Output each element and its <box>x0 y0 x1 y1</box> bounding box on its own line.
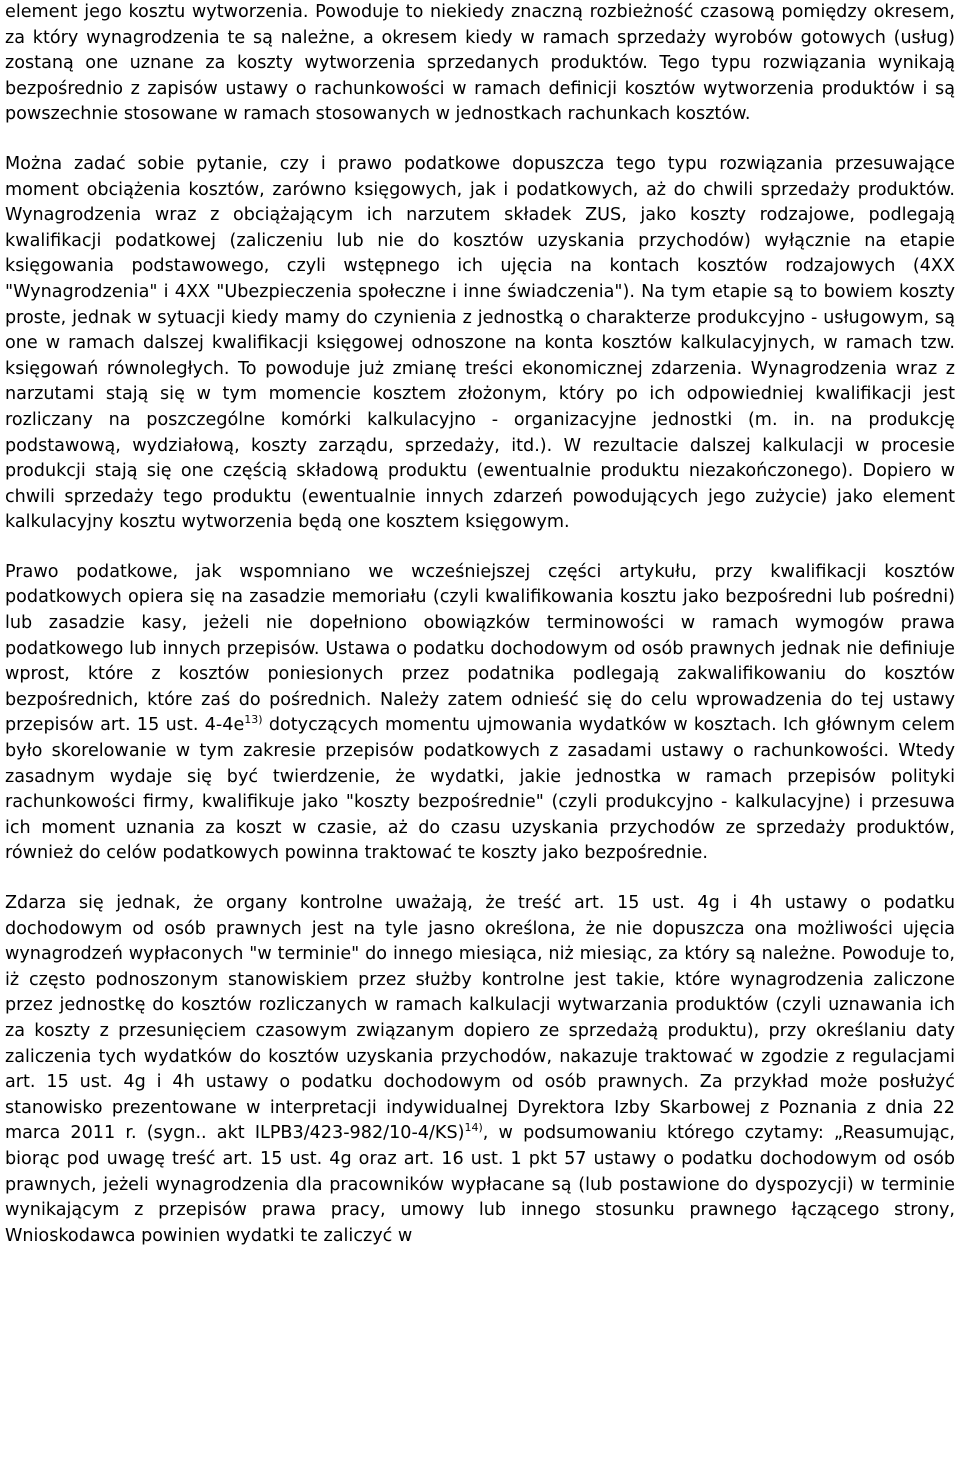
paragraph-3 <box>5 560 955 867</box>
footnote-ref-13: 13) <box>244 713 263 727</box>
paragraph-3-text-b: dotyczących momentu ujmowania wydatków w kosztach. Ich głównym celem było skorelowanie w tym zakresie przepisów podatkowych z zasadami ustawy o rachunkowości. Wtedy zasadnym wydaje się być twierdzenie, że wydatki, jakie jednostka w ramach przepisów polityki rachunkowości firmy, kwalifikuje jako "koszty bezpośrednie" (czyli produkcyjno - kalkulacyjne) i przesuwa ich moment uznania za koszt w czasie, aż do czasu uzyskania przychodów ze sprzedaży produktów, również do celów podatkowych powinna traktować te koszty jako bezpośrednie. <box>5 715 955 864</box>
paragraph-2 <box>5 152 955 536</box>
paragraph-2-text: Można zadać sobie pytanie, czy i prawo podatkowe dopuszcza tego typu rozwiązania przesuwające moment obciążenia kosztów, zarówno księgowych, jak i podatkowych, aż do chwili sprzedaży produktów. Wynagrodzenia wraz z obciążającym ich narzutem składek ZUS, jako koszty rodzajowe, podlegają kwalifikacji podatkowej (zaliczeniu lub nie do kosztów uzyskania przychodów) wyłącznie na etapie księgowania podstawowego, czyli wstępnego ich ujęcia na kontach kosztów rodzajowych (4XX "Wynagrodzenia" i 4XX "Ubezpieczenia społeczne i inne świadczenia"). Na tym etapie są to bowiem koszty proste, jednak w sytuacji kiedy mamy do czynienia z jednostką o charakterze produkcyjno - usługowym, są one w ramach dalszej kwalifikacji księgowej odnoszone na konta kosztów kalkulacyjnych, w ramach tzw. księgowań równoległych. To powoduje już zmianę treści ekonomicznej zdarzenia. Wynagrodzenia wraz z narzutami stają się w tym momencie kosztem złożonym, który po ich odpowiedniej kwalifikacji jest rozliczany na poszczególne komórki kalkulacyjno - organizacyjne jednostki (m. in. na produkcję podstawową, wydziałową, koszty zarządu, sprzedaży, itd.). W rezultacie dalszej kalkulacji w procesie produkcji stają się one częścią składową produktu (ewentualnie produktu niezakończonego). Dopiero w chwili sprzedaży tego produktu (ewentualnie innych zdarzeń powodujących jego zużycie) jako element kalkulacyjny kosztu wytworzenia będą one kosztem księgowym. <box>5 153 955 533</box>
paragraph-4-text-a: Zdarza się jednak, że organy kontrolne uważają, że treść art. 15 ust. 4g i 4h ustawy o podatku dochodowym od osób prawnych jest na tyle jasno określona, że nie dopuszcza ona możliwości ujęcia wynagrodzeń wypłaconych "w terminie" do innego miesiąca, niż miesiąc, za który są należne. Powoduje to, iż często podnoszonym stanowiskiem przez służby kontrolne jest takie, które wynagrodzenia zaliczone przez jednostkę do kosztów rozliczanych w ramach kalkulacji wytwarzania produktów (czyli uznawania ich za koszty z przesunięciem czasowym związanym dopiero ze sprzedażą produktu), przy określaniu daty zaliczenia tych wydatków do kosztów uzyskania przychodów, nakazuje traktować w zgodzie z regulacjami art. 15 ust. 4g i 4h ustawy o podatku dochodowym od osób prawnych. Za przykład może posłużyć stanowisko prezentowane w interpretacji indywidualnej Dyrektora Izby Skarbowej z Poznania z dnia 22 marca 2011 r. (sygn.. akt ILPB3/423-982/10-4/KS) <box>5 893 955 1144</box>
paragraph-3-text-a: Prawo podatkowe, jak wspomniano we wcześniejszej części artykułu, przy kwalifikacji kosztów podatkowych opiera się na zasadzie memoriału (czyli kwalifikowania kosztu jako bezpośredni lub pośredni) lub zasadzie kasy, jeżeli nie dopełniono obowiązków terminowości w ramach wymogów prawa podatkowego lub innych przepisów. Ustawa o podatku dochodowym od osób prawnych jednak nie definiuje wprost, które z kosztów poniesionych przez podatnika podlegają zakwalifikowaniu do kosztów bezpośrednich, które zaś do pośrednich. Należy zatem odnieść się do celu wprowadzenia do tej ustawy przepisów art. 15 ust. 4-4e <box>5 561 955 736</box>
paragraph-1 <box>5 0 955 128</box>
footnote-ref-14: 14) <box>464 1121 483 1135</box>
paragraph-4-text-b: , w podsumowaniu którego czytamy: „Reasumując, biorąc pod uwagę treść art. 15 ust. 4g oraz art. 16 ust. 1 pkt 57 ustawy o podatku dochodowym od osób prawnych, jeżeli wynagrodzenia dla pracowników wypłacane są (lub postawione do dyspozycji) w terminie wynikającym z przepisów prawa pracy, umowy lub innego stosunku prawnego łączącego strony, Wnioskodawca powinien wydatki te zaliczyć w <box>5 1123 955 1246</box>
paragraph-4 <box>5 891 955 1249</box>
paragraph-1-text: element jego kosztu wytworzenia. Powoduje to niekiedy znaczną rozbieżność czasową pomiędzy okresem, za który wynagrodzenia te są należne, a okresem kiedy w ramach sprzedaży wyrobów gotowych (usług) zostaną one uznane za koszty wytworzenia sprzedanych produktów. Tego typu rozwiązania wynikają bezpośrednio z zapisów ustawy o rachunkowości w ramach definicji kosztów wytworzenia produktów i są powszechnie stosowane w ramach stosowanych w jednostkach rachunkach kosztów. <box>5 2 955 125</box>
document-page <box>5 0 955 1249</box>
